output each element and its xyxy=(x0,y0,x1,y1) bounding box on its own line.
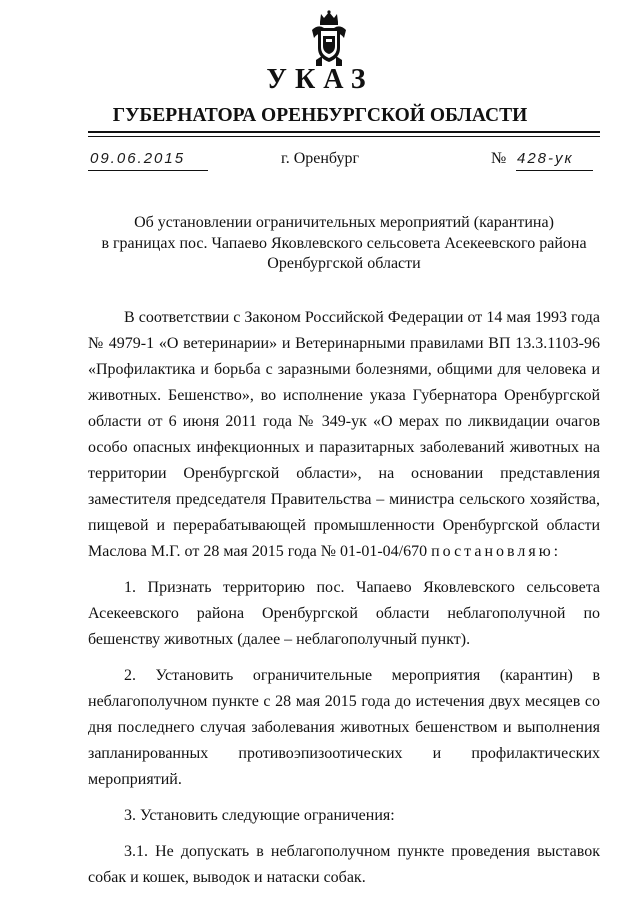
item-paragraph: 3.1. Не допускать в неблагополучном пункте проведения выставок собак и кошек, выводок и натаски собак. xyxy=(88,843,600,886)
subject-line: Об установлении ограничительных мероприятий (карантина) xyxy=(134,214,554,231)
decree-body xyxy=(88,305,600,891)
decree-date: 09.06.2015 xyxy=(88,148,208,171)
subject-line: Оренбургской области xyxy=(267,255,421,272)
decree-number: 428-ук xyxy=(516,148,593,171)
decree-issuer: ГУБЕРНАТОРА ОРЕНБУРГСКОЙ ОБЛАСТИ xyxy=(112,105,528,126)
item-paragraph: 3. Установить следующие ограничения: xyxy=(124,807,395,824)
decree-number-label: № xyxy=(491,150,507,167)
subject-line: в границах пос. Чапаево Яковлевского сельсовета Асекеевского района xyxy=(101,234,587,252)
decree-title: УКАЗ xyxy=(266,64,374,95)
preamble-text: В соответствии с Законом Российской Федерации от 14 мая 1993 года № 4979-1 «О ветеринарии» и Ветеринарными правилами ВП 13.3.1103-96 «Профилактика и борьба с заразными болезнями, общими для человека и животных. Бешенство», во исполнение указа Губернатора Оренбургской области от 6 июня 2011 года № 349-ук «О мерах по ликвидации очагов особо опасных инфекционных и паразитарных заболеваний животных на территории Оренбургской области», на основании представления заместителя председателя Правительства – министра сельского хозяйства, пищевой и перерабатывающей промышленности Оренбургской области Маслова М.Г. от 28 мая 2015 года № 01-01-04/670 xyxy=(88,309,600,560)
coat-of-arms-icon xyxy=(308,10,350,68)
header-rule-thin xyxy=(88,136,600,137)
item-paragraph: 2. Установить ограничительные мероприятия (карантин) в неблагополучном пункте с 28 мая 2015 года до истечения двух месяцев со дня последнего случая заболевания животных бешенством и выполнения запланированных противоэпизоотических и профилактических мероприятий. xyxy=(88,667,600,788)
decree-city: г. Оренбург xyxy=(280,150,360,167)
decree-subject xyxy=(88,213,600,275)
preamble-paragraph xyxy=(88,305,600,565)
header-rule-thick xyxy=(88,131,600,133)
decree-word: постановляю: xyxy=(431,543,562,560)
item-paragraph: 1. Признать территорию пос. Чапаево Яковлевского сельсовета Асекеевского района Оренбургской области неблагополучной по бешенству животных (далее – неблагополучный пункт). xyxy=(88,579,600,648)
